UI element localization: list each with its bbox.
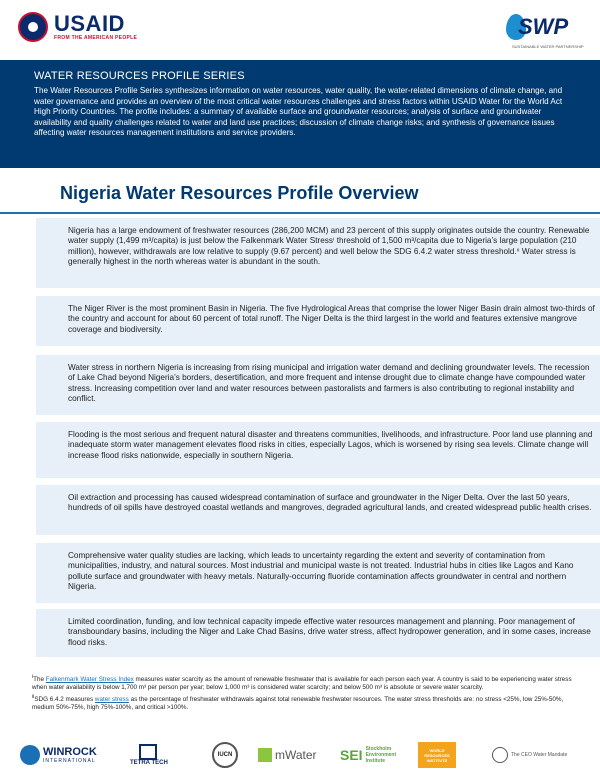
block-text: Comprehensive water quality studies are lacking, which leads to uncertainty regarding the extent and severity of contamination from municipalities, industry, and natural sources. Most industrial and municipal waste is not treated. Industrial hubs in cities like Lagos and Kano pollute surface and groundwater with heavy metals. Naturally-occurring fluoride contamination affects groundwater in central and northern Nigeria.: [68, 551, 574, 592]
sei-logo: [340, 737, 406, 773]
winrock-name: WINROCK: [43, 746, 97, 758]
swp-logo: [504, 10, 584, 50]
block-text: Water stress in northern Nigeria is increasing from rising municipal and irrigation water demand and declining groundwater levels. The recession of Lake Chad beyond Nigeria’s borders, desertification, and more frequent and intense drought due to climate change have compounded water stress. Increasing competition over land and water resources between pastoralists and farmers is also contributing to regional instability and conflict.: [68, 363, 590, 404]
swp-tagline: SUSTAINABLE WATER PARTNERSHIP: [512, 44, 584, 49]
series-banner: [0, 60, 600, 168]
footnote-marker: i: [32, 674, 34, 680]
footnote-text: The: [33, 676, 46, 684]
footnote-2: [32, 693, 577, 713]
sei-mark: SEI: [340, 747, 363, 763]
overview-block: [36, 422, 600, 478]
wri-mark: WORLD RESOURCES INSTITUTE: [418, 742, 456, 768]
iucn-mark: IUCN: [212, 742, 238, 768]
overview-block: [36, 543, 600, 603]
block-text: Limited coordination, funding, and low technical capacity impede effective water resources management and planning. Poor management of transboundary basins, including the Niger and Lake Chad Basins, drive water stress, affect hydropower generation, and in some cases, increase flood risks.: [68, 617, 591, 647]
block-text: Nigeria has a large endowment of freshwater resources (286,200 MCM) and 23 percent of this supply originates outside the country. Renewable water supply (1,499 m³/capita) is just below the Falkenmark Water Stressⁱ threshold of 1,500 m³/capita due to Nigeria’s large population (210 million), however, withdrawals are low relative to supply (9.67 percent) and well below the SDG 6.4.2 water stress threshold.ⁱⁱ Water stress is generally highest in the north whereas water is abundant in the south.: [68, 226, 590, 267]
partner-logos: [0, 737, 600, 773]
usaid-seal-icon: [18, 12, 48, 42]
ceo-water-icon: [492, 747, 508, 763]
iucn-logo: [212, 737, 238, 773]
usaid-logo: [18, 12, 137, 42]
tetratech-name: TETRA TECH: [130, 760, 168, 766]
footnote-marker: ii: [32, 693, 35, 700]
falkenmark-link[interactable]: Falkenmark Water Stress Index: [45, 676, 134, 684]
block-text: Oil extraction and processing has caused widespread contamination of surface and groundwater in the Niger Delta. Over the last 50 years, hundreds of oil spills have destroyed coastal wetlands and mangroves, degraded agricultural lands, and created widespread public health crises.: [68, 493, 592, 513]
mwater-logo: [258, 737, 317, 773]
winrock-logo: [20, 737, 97, 773]
sei-sub: Stockholm Environment Institute: [365, 746, 397, 764]
banner-text: The Water Resources Profile Series synthesizes information on water resources, water quality, the water-related dimensions of climate change, and water governance and provides an overview of the most critical water resources challenges and stress factors within USAID Water for the World Act High Priority Countries. The profile includes: a summary of available surface and groundwater resources; analysis of surface and groundwater availability and quality challenges related to water and land use practices; discussion of climate change risks; and synthesis of governance issues affecting water resources management institutions and service providers.: [34, 86, 563, 137]
footnote-text: measures water scarcity as the amount of renewable freshwater that is available for each person each year. A country is said to be experiencing water stress when water availability is below 1,700 m³ per person per year; below 1,000 m³ is considered water scarcity; and below 500 m³ is absolute or severe water scarcity.: [32, 676, 572, 692]
banner-title: WATER RESOURCES PROFILE SERIES: [34, 70, 245, 82]
water-stress-link[interactable]: water stress: [94, 695, 129, 703]
mwater-icon: [258, 748, 272, 762]
title-divider: [0, 212, 600, 214]
winrock-sub: INTERNATIONAL: [43, 758, 96, 764]
block-text: The Niger River is the most prominent Basin in Nigeria. The five Hydrological Areas that comprise the lower Niger Basin drain almost two-thirds of the country and account for about 60 percent of total runoff. The Niger Delta is the third largest in the world and features extensive mangrove coverage and biodiversity.: [68, 304, 595, 334]
tetratech-icon: [139, 744, 157, 760]
footnote-text: as the percentage of freshwater withdrawals against total renewable freshwater resources. The water stress thresholds are: no stress <25%, low 25%-50%, medium 50%-75%, high 75%-100%, and critical >100%.: [32, 695, 564, 711]
footnote-text: SDG 6.4.2 measures: [34, 695, 95, 703]
overview-block: [36, 355, 600, 415]
winrock-icon: [20, 745, 40, 765]
overview-block: [36, 296, 600, 346]
usaid-tagline: FROM THE AMERICAN PEOPLE: [54, 35, 138, 41]
page-header: [0, 0, 600, 58]
overview-title: Nigeria Water Resources Profile Overview: [60, 183, 419, 203]
swp-name: SWP: [518, 14, 569, 39]
block-text: Flooding is the most serious and frequent natural disaster and threatens communities, livelihoods, and infrastructure. Poor land use planning and inadequate storm water management elevates flood risks in cities, especially Lagos, which is worsened by rising sea levels. Climate change will increase flood risks nationwide, especially in southern Nigeria.: [68, 430, 593, 460]
ceo-name: The CEO Water Mandate: [511, 752, 568, 758]
wri-logo: [418, 737, 456, 773]
overview-block: [36, 485, 600, 535]
footnotes: [32, 673, 577, 712]
footnote-1: [32, 673, 577, 693]
mwater-name: mWater: [275, 748, 317, 762]
overview-block: [36, 218, 600, 288]
ceo-water-mandate-logo: [492, 737, 567, 773]
tetratech-logo: [130, 737, 168, 773]
usaid-name: USAID: [54, 11, 125, 36]
overview-block: [36, 609, 600, 657]
